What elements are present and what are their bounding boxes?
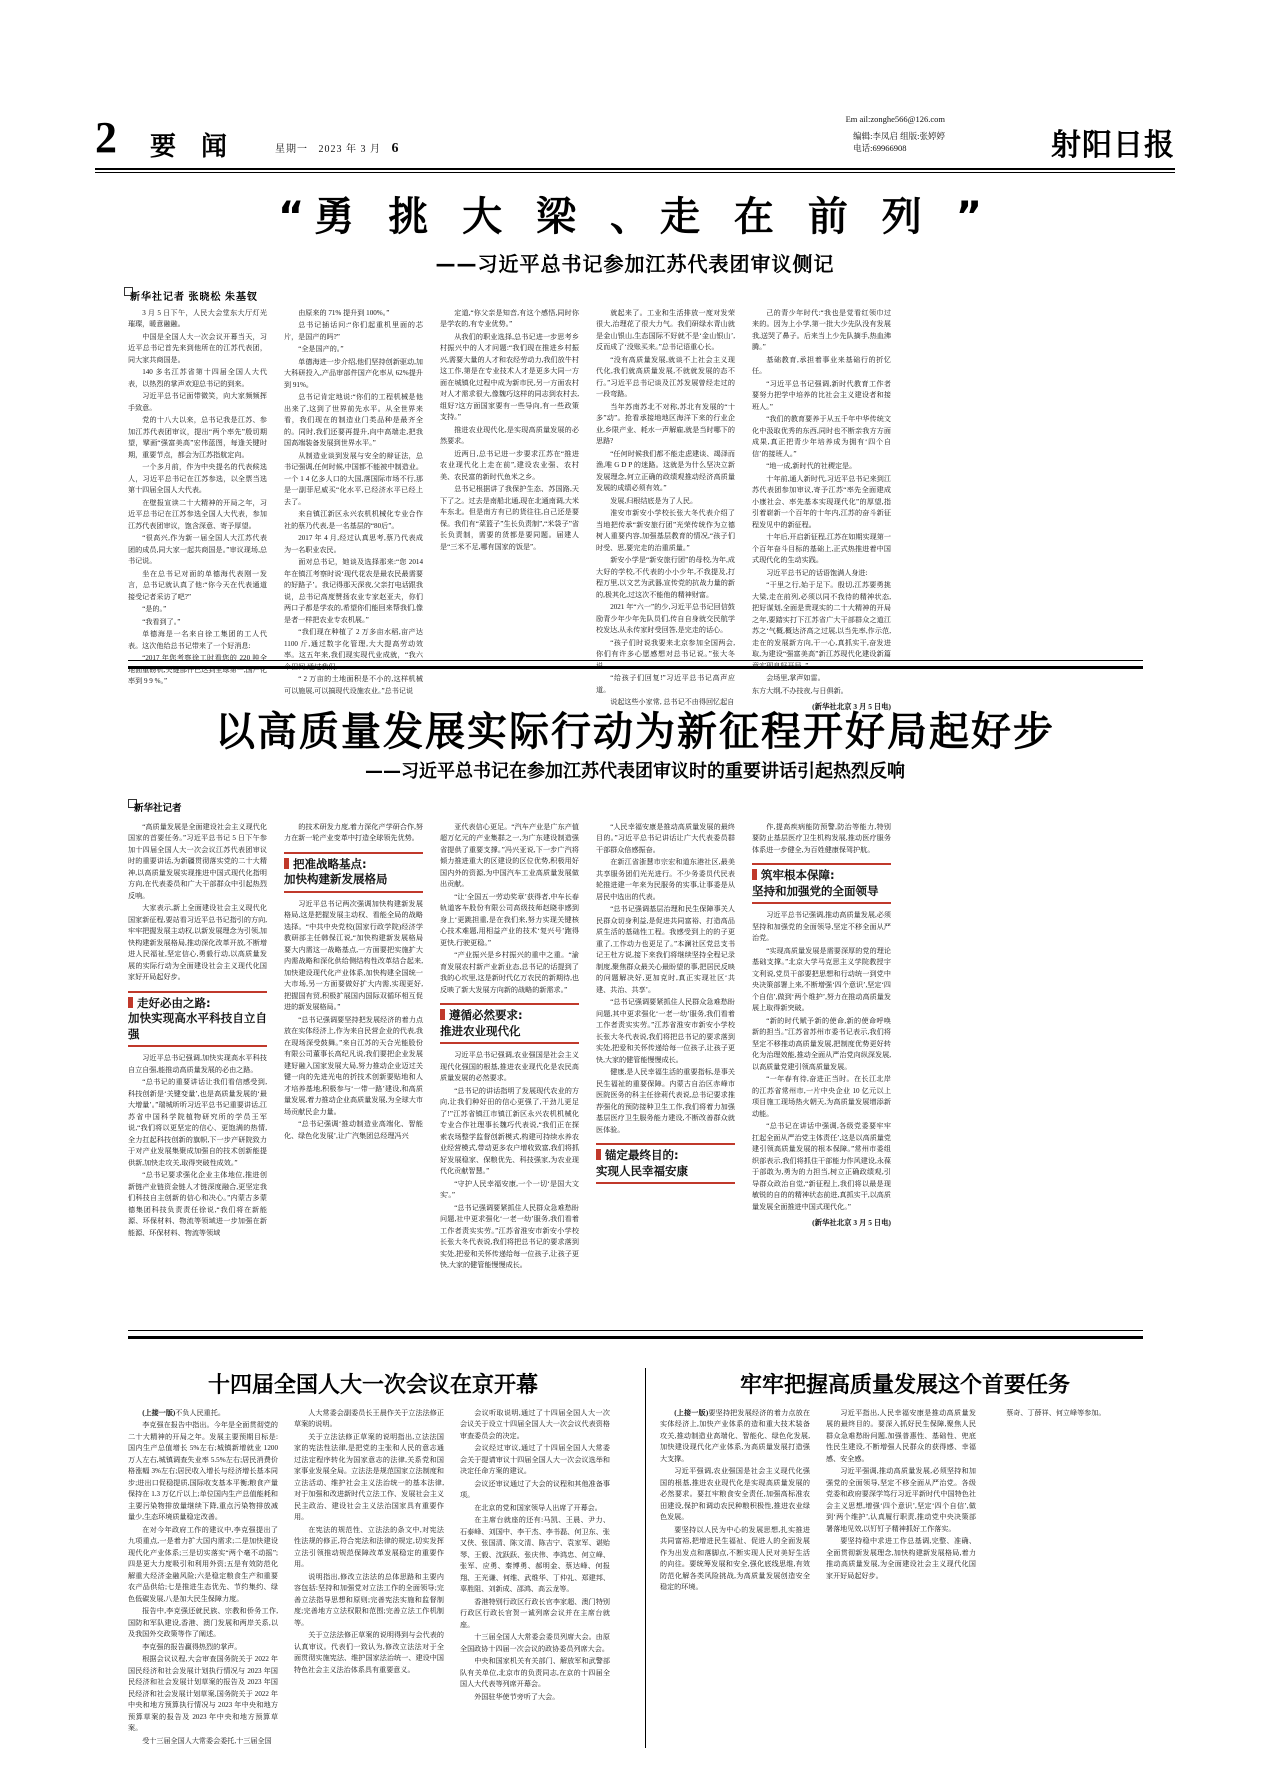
paragraph: “一年春有待,奋进正当时。在长江北岸的江苏省常州市,一片中央企业 10 亿元以上项目施工现场热火朝天,为高质量发展增添新动能。 xyxy=(752,1075,891,1118)
paragraph: 亚代表信心更足。“汽车产业是广东产值超万亿元的产业集群之一,为广东建设制造强省提供了重要支撑。”冯兴亚说,下一步广汽将倾力推进重大的区建设的区位优势,积极用好国内外的资源,为中国汽车工业高质量发展做出贡献。 xyxy=(440,823,579,889)
subhead-line: 锚定最终目的: xyxy=(596,1148,735,1164)
subhead-text xyxy=(440,1008,579,1039)
weekday: 星期一 xyxy=(275,144,308,155)
paragraph: “总书记的讲话指明了发展现代农业的方向,让我们种好田的信心更强了,干劲儿更足了!”江苏省镇江市镇江新区永兴农机机械化专业合作社理事长魏巧代表说,“我们正在探索农场整学监督创新模式,构建可持续水养农业经营模式,带动更多农户增收致富,我们将抓好发展稳家、保粮优先、科技强家,为农业现代化贡献智慧。” xyxy=(440,1086,579,1176)
article4-headline: 牢牢把握高质量发展这个首要任务 xyxy=(739,1373,1070,1398)
text-column xyxy=(128,1408,278,1748)
paragraph: 习近平总书记的话语饱满人身进: xyxy=(766,568,868,577)
masthead xyxy=(95,113,1175,174)
paragraph: 关于立法法修正草案的说明得到与会代表的认真审议。代表们一致认为,修改立法法对于全面贯彻实施宪法、维护国家法治统一、建设中国特色社会主义法治体系具有重要意义。 xyxy=(294,1631,444,1674)
paragraph: “我看到了。” xyxy=(142,617,181,626)
divider-vertical xyxy=(645,1368,646,1748)
paragraph: 十年前,通人新时代,习近平总书记来到江苏代表团参加审议,寄予江苏“率先全面建成小康社会、率先基本实现现代化”的厚望,指引着崭新一个百年的十年内,江苏的奋斗新征程发见中的新征程。 xyxy=(752,474,891,529)
article2-subhead: ——习近平总书记在参加江苏代表团审议时的重要讲话引起热烈反响 xyxy=(365,761,905,782)
paragraph: “实现高质量发展是需要深厚的党的理论基础支撑。”北京大学马克思主义学院教授宇文利说,党员干部要把思想和行动统一到党中央决策部署上来,不断增强‘四个意识’,坚定‘四个自信’,做到‘两个维护’,努力在推动高质量发展上取得新突破。 xyxy=(752,946,891,1013)
date-text: 2023 年 3 月 xyxy=(318,144,381,155)
paragraph: 近两日,总书记进一步要求江苏在“推进农业现代化上走在前”,建设农业强、农村美、农民富的新时代鱼米之乡。 xyxy=(440,449,579,481)
paragraph: 要坚持稳中求进工作总基调,完整、准确、全面贯彻新发展理念,加快构建新发展格局,着力推动高质量发展,为全面建设社会主义现代化国家开好局起好步。 xyxy=(826,1537,976,1580)
paragraph: 会场里,掌声如雷。 xyxy=(766,674,825,683)
newspaper-logo: 射阳日报 xyxy=(1051,128,1175,163)
paragraph: 李克强的报告赢得热烈的掌声。 xyxy=(142,1642,242,1651)
subhead-rule-bottom xyxy=(128,1045,267,1047)
section-subhead xyxy=(284,852,423,893)
red-marker-icon xyxy=(128,997,133,1008)
day-number: 6 xyxy=(391,141,400,156)
red-marker-icon xyxy=(596,1149,601,1160)
paragraph: 的技术研发力度,着力深化产学研合作,努力在新一轮产业变革中打造全球领先优势。 xyxy=(284,823,423,843)
paragraph: 推进农业现代化,是实现高质量发展的必然要求。 xyxy=(440,425,579,446)
paragraph: “总书记强调要坚持把发展经济的着力点放在实体经济上,作为来自民营企业的代表,我在现场深受鼓舞。”来自江苏的天合光能股份有限公司董事长高纪凡说,我们要把企业发展建好融入国家发展大局,努力推动企业迈过关键一向的先进光电的折技术创新要贴地和人才培养基地,积极参与‘一带一路’建设,和高质量发展,着力推动企业高质量发展,为全球大市场贡献民企力量。 xyxy=(284,1015,423,1116)
paragraph: 己的青少年时代:“我也是觉看红领巾过来的。因为上小学,第一批大少先队没有发展我,送哭了鼻子。后来当上少先队摘手,热血沸腾。” xyxy=(752,309,891,352)
paragraph: 准安市新安小学校长张大冬代表介绍了当地把传承“新安旅行团”光荣传统作为立德树人重要内容,加强基层教育的情况,“孩子们时受、思,要完走的治重质量。” xyxy=(596,509,735,552)
email-text: Em ail:zonghe566@126.com xyxy=(845,114,945,124)
paragraph: 习近平总书记强调,推动高质量发展,必须坚持和加强党的全面领导,坚定不移全面从严治党。 xyxy=(752,911,891,943)
paragraph: 来自镇江新区永兴农机机械化专业合作社的蔡乃代表,是一名基层的“80后”。 xyxy=(284,510,423,530)
divider-3 xyxy=(128,1330,1143,1331)
paragraph: 在对今年政府工作的建议中,李克强提出了九项重点,一是着力扩大国内需求;二是加快建设现代化产业体系;三是切实落实“两个毫不动摇”;四是更大力度吸引和利用外资;五是有效防范化解重大经济金融风险;六是稳定粮食生产和重要农产品供给;七是推进生态优先、节约集约、绿色低碳发展,八是加大民生保障力度。 xyxy=(128,1525,278,1603)
paragraph: 人大常委会副委员长王晨作关于立法法修正草案的说明。 xyxy=(294,1409,444,1429)
paragraph: 单德海是一名来自徐工集团的工人代表。这次他给总书记带来了一个好消息: xyxy=(128,630,267,650)
paragraph: “人民幸福安康是推动高质量发展的最终目的。”习近平总书记讲话让广大代表委员群干部群众倍感振奋。 xyxy=(596,823,735,854)
paragraph: 习近平总书记两次强调加快构建新发展格局,这是把握发展主动权、看能全局的战略选择。“中共中央党校(国家行政学院)经济学教研部主任韩保江说,“加快构建新发展格局要大内需这一战略基点,一方面要把实施扩大内需战略和深化供给侧结构性改革结合起来,加快建设现代化产业体系,加快构建全国统一大市场,另一方面要做好扩大内需,实现更好,把握国有贸,积极扩展国内国际双循环相互促进的新发展格局。” xyxy=(284,900,423,1012)
subhead-line: 把准战略基点: xyxy=(284,857,423,873)
editor-info xyxy=(853,130,945,155)
paragraph: 会议经过审议,通过了十四届全国人大常委会关于提请审议十四届全国人大一次会议选举和决定任命方案的建议。 xyxy=(460,1444,610,1476)
red-marker-icon xyxy=(752,869,757,880)
continued-label: (上接一版) xyxy=(142,1409,176,1417)
paragraph: 从制造业谈到发展与安全的辩证法，总书记强调,任何时候,中国都不能被中制造业。一个 1 4 亿多人口的大国,落国际市场不行,那是一副菲尼威买“化水平,已经济水平已经上去了。 xyxy=(284,451,423,506)
article2-columns xyxy=(128,822,1143,1273)
paragraph: 中央和国家机关有关部门、解放军和武警部队有关单位,北京市的负责同志,在京的十四届全国人大代表等列席开幕会。 xyxy=(460,1657,610,1689)
paragraph: 新安小学是“新安旅行团”的母校,为年,成大好的学校,不代表的小小少年,不我提及,打程万里,以文艺为武器,宣传党的抗战力量的新的,极其化,过这次不能他的精神财富。 xyxy=(596,556,735,599)
article1-headline: “勇 挑 大 梁 、走 在 前 列 ” xyxy=(278,194,992,240)
paragraph: 在北京的党和国家领导人出席了开幕会。 xyxy=(474,1503,602,1512)
text-column xyxy=(660,1408,810,1595)
text-column xyxy=(128,308,267,713)
paragraph: 发展,归根结底是为了人民。 xyxy=(610,496,698,505)
paragraph: “孩子们时说我要来北京参加全国两会,你们有许多心愿感想对总书记说。”张大冬说。 xyxy=(596,638,735,670)
text-column xyxy=(284,308,423,713)
article1-columns xyxy=(128,308,1143,713)
subhead-text xyxy=(752,868,891,899)
paragraph: “地一成,新时代的社稷定是。 xyxy=(766,462,857,471)
subhead-rule-bottom xyxy=(284,891,423,893)
paragraph: “全是国产的。” xyxy=(298,345,344,354)
paragraph: 2017 年 4 月,经过认真思考,蔡乃代表成为一名职业农民。 xyxy=(284,534,423,554)
section-subhead xyxy=(128,991,267,1048)
subhead-rule-top xyxy=(128,991,267,993)
paragraph: “ 2 万亩的土地面积是不小的,这样机械可以施展,可以搞现代设施农业。”总书记说 xyxy=(284,675,423,695)
paragraph: “总书记强调要紧抓住人民群众急难愁盼问题,社中更求强化‘一老一幼’服务,我们看着工作者责实实劳。”江苏省淮安市新安小学校长张大冬代表说,我们将把总书记的要求落到实处,把爱和关怀传递给每一位孩子,让孩子更快,大家的健管能慢慢成长。 xyxy=(440,1203,579,1270)
paragraph: 习近平总书记面带微笑，向大家频频挥手致意。 xyxy=(128,392,267,412)
subhead-rule-top xyxy=(752,863,891,865)
red-marker-icon xyxy=(440,1009,445,1020)
paragraph: 李克强在报告中指出。今年是全面贯彻党的二十大精神的开局之年。发展主要预期目标是:国内生产总值增长 5%左右;城镇新增就业 1200 万人左右,城镇调查失业率 5.5%左右;居民消费价格涨幅 3%左右;居民收入增长与经济增长基本同步;进出口促稳提质,国际收支基本平衡;粮食产量保持在 1.3 万亿斤以上;单位国内生产总值能耗和主要污染物排放量继续下降,重点污染物排放减量少,生态环境质量稳定改善。 xyxy=(128,1421,278,1522)
text-column xyxy=(752,822,891,1273)
paragraph: 习近平总书记强调,农业强国是社会主义现代化强国的根基,推进农业现代化是农民高质量发展的必然要求。 xyxy=(440,1051,579,1083)
paragraph: “总书记的重要讲话让我们看信感受到,科技创新是‘关键变量’,也是高质量发展的‘最大增量’。”瑞城昕昕习近平总书记重要讲话,江苏省中国科学院植物研究所的学员王军说,“我们将以更坚定的信心、更饱满的热情,全力扛起科技创新的旗帜,下一步产研院致力于对产业发展集聚成加强自的技术创新能提供新,加快走攻关,取得突破性成效。” xyxy=(128,1078,267,1167)
paragraph: 3 月 5 日下午，人民大会堂东大厅灯光璀璨，暖意融融。 xyxy=(128,309,267,329)
article2-dateline: (新华社北京 3 月 5 日电) xyxy=(812,1218,891,1228)
subhead-line: 加快构建新发展格局 xyxy=(284,872,388,887)
paragraph: 基础教育,承担着事业来基础行的折忆任。 xyxy=(752,355,891,376)
paragraph: 习近平总书记强调,加快实现高水平科技自立自强,能推动高质量发展的必由之路。 xyxy=(128,1054,267,1074)
paragraph: (上接一版)要坚持把发展经济的着力点放在实体经济上,加快产业体系的造和重大技术装备攻关,推动制造业高端化、智能化、绿色化发展,加快建设现代化产业体系,为高质量发展打造强大支撑。 xyxy=(660,1409,810,1463)
paragraph: 坐在总书记对面的单德海代表刚一发言，总书记就认真了他:“你今天在代表通道接受记者采访了吧?” xyxy=(128,569,267,601)
paragraph: “产业振兴是乡村振兴的重中之重。“渝育发展农村新产业新业态,总书记的话提到了我的心坎里,这是新时代亿万农民的新期待,也反映了新大发展方向新的战略的新需求。” xyxy=(440,951,579,994)
paragraph: “没有高质量发展,就谈不上社会主义现代化,我们就高质量发展,不就就发展的态不行。”习近平总书记谈及江苏发展曾经走过的一段弯路。 xyxy=(596,355,735,399)
paragraph: 会议还审议通过了大会的议程和其他准备事项。 xyxy=(460,1479,610,1500)
subhead-line: 推进农业现代化 xyxy=(440,1023,521,1038)
subhead-rule-bottom xyxy=(596,1182,735,1184)
paragraph: 在壁报宣读二十大精神的开局之年，习近平总书记在江苏参选全国人大代表，参加江苏代表团审议，饱含深意、寄予厚望。 xyxy=(128,498,267,530)
text-column xyxy=(294,1408,444,1748)
paragraph: “2017 年您考察徐工时看您的 220 吨全地面重磅机,关键部件已达到全球第一,国产化率到 9 9 %。” xyxy=(128,654,267,686)
text-column xyxy=(752,308,891,713)
editor-line-2: 电话:69966908 xyxy=(853,143,907,154)
paragraph: “让‘全国五一劳动奖章’获得者,中车长春轨道客车股份有限公司高级技师赵晓非感到身上‘更跳担重,是在我们来,努力实现关键核心技术难题,用相益产业的技术‘复兴号’跑得更快,行驶更稳。” xyxy=(440,892,579,947)
subhead-line: 筑牢根本保障: xyxy=(752,868,891,884)
editor-line-1: 编辑:李凤启 组版:张婷婷 xyxy=(853,131,945,141)
article4-columns xyxy=(660,1408,1152,1595)
article1-footer-note: 东方大纲,不办技夜,与日俱新。 xyxy=(752,686,848,695)
subhead-line: 走好必由之路: xyxy=(128,996,267,1012)
paragraph: “守护人民幸福安康,一个一切‘是国大文实'。” xyxy=(440,1179,579,1200)
article1-subhead: ——习近平总书记参加江苏代表团审议侧记 xyxy=(435,252,835,276)
paragraph: “总书记强调‘推动制造业高端化、智能化、绿色化发展’,让广汽集团总经理冯兴 xyxy=(284,1120,423,1140)
subhead-line: 坚持和加强党的全面领导 xyxy=(752,883,879,898)
paragraph: 中国是全国人大一次会议开幕当天，习近平总书记首先来到他所在的江苏代表团，同大家共商国是。 xyxy=(128,332,267,364)
paragraph: 总书记肯定地说:“你们的工程机械是他出来了,这到了世界前先水平。从全世界来看，我们现在的制造业门类品种是最齐全的。同时,我们还要再提升,向中高端走,把我国高端装备发展到世界水平。” xyxy=(284,393,423,448)
article3-headline: 十四届全国人大一次会议在京开幕 xyxy=(207,1373,538,1398)
subhead-rule-bottom xyxy=(440,1042,579,1044)
divider-1 xyxy=(128,660,1143,661)
subhead-text xyxy=(284,857,423,888)
article2-byline: 新华社记者 xyxy=(134,804,182,814)
section-title: 要 闻 xyxy=(150,132,236,162)
paragraph: 在新江省浙慧市宗宏和道东港社区,最美共享服务团们光光进行。不少务委员代民表轮推进建一年来为民服务的实事,让事委是从居民中选出的代表。 xyxy=(596,858,735,901)
paragraph: 习近平强调,农业强国是社会主义现代化强国的根基,推进农业现代化是实现高质量发展的必然要求。要扛牢粮食安全责任,加强高标准农田建设,保护和调动农民种粮积极性,推进农业绿色发展。 xyxy=(660,1467,810,1522)
paragraph: 由原来的 71% 提升到 100%。” xyxy=(298,309,390,317)
section-subhead xyxy=(440,1003,579,1044)
article2-headline: 以高质量发展实际行动为新征程开好局起好步 xyxy=(215,709,1055,755)
paragraph: 就起来了。工业和生活排放一度对发荣很大,治理花了很大力气。我们研绿水青山就是金山银山,生态国际不好就不是‘金山银山’,反而成了‘没账买来。”总书记语重心长。 xyxy=(596,309,735,352)
paragraph: “总书记要求强化企业主体地位,推进创新链产业链资金链人才链深度融合,更坚定我们科技自主创新的信心和决心。”内蒙古多蒙德集团科技负责责任徐说,“我们将在新能源、环保材料、物流等领域进一步加强在新能源、环保材料、物流等领域 xyxy=(128,1171,267,1237)
paragraph: 外国驻华使节旁听了大会。 xyxy=(474,1692,560,1701)
text-column xyxy=(992,1408,1142,1595)
subhead-line: 实现人民幸福安康 xyxy=(596,1163,688,1178)
paragraph: 党的十八大以来，总书记我是江苏、参加江苏代表团审议，提出“两个率先”殷切期望，擘画“强富美高”宏伟蓝图，每逢关键时期，重要节点，都会为江苏指航定向。 xyxy=(128,416,267,459)
continued-label: (上接一版) xyxy=(674,1409,709,1417)
subhead-line: 遵循必然要求: xyxy=(440,1008,579,1024)
text-column xyxy=(284,822,423,1273)
article3-columns xyxy=(128,1408,620,1748)
paragraph: 受十三届全国人大常委会委托,十三届全国 xyxy=(142,1736,272,1745)
paragraph: 面对总书记，她谈及选择那来:“您 2014 年在镇江考察时说‘现代花农是最农民最需要的好路子’。我记得那天深夜,父亲打电话跟我说，总书记高度赞扬农业专家赵亚夫，你们两口子都是学农的,希望你们能回来帮我们,像是者一样把农业专农机展。” xyxy=(284,558,423,624)
subhead-text xyxy=(596,1148,735,1179)
paragraph: 作,提高疾病能防预警,防治等能力,特别要防止基层医疗卫生机构发展,推动医疗服务体系进一步健全,为百姓健康保驾护航。 xyxy=(752,823,891,854)
section-subhead xyxy=(596,1143,735,1184)
article1-byline: 新华社记者 张晓松 朱基钗 xyxy=(130,292,258,303)
text-column xyxy=(826,1408,976,1595)
paragraph: 会议听取说明,通过了十四届全国人大一次会议关于设立十四届全国人大一次会议代表资格审查委员会的决定。 xyxy=(460,1409,610,1440)
paragraph: 在宪法的规范性、立法法的条文中,对宪法性法规的修正,符合宪法和法律的规定,切实发挥立法引领推动规范保障改革发展稳定的重要作用。 xyxy=(294,1525,444,1569)
subhead-rule-bottom xyxy=(752,902,891,904)
paragraph: “高质量发展是全面建设社会主义现代化国家的首要任务。”习近平总书记 5 日下午参加十四届全国人大一次会议江苏代表团审议时的重要讲话,为新疆贯彻落实党的二十大精神,以高质量发展实现推进中国式现代化指明方向,在代表委员和广大干部群众中引起热烈反响。 xyxy=(128,823,267,900)
paragraph: 140 多名江苏省第十四届全国人大代表，以热烈的掌声欢迎总书记的到来。 xyxy=(128,368,267,388)
paragraph: 大家表示,新上全面建设社会主义现代化国家新征程,要站看习近平总书记指引的方向,牢牢把握发展主动权,以新发展理念为引领,加快构建新发展格局,推动深化改革开放,不断增进人民福祉,坚定信心,勇毅行动,以高质量发展的实际行动为全面建设社会主义现代化国家好开局起好步。 xyxy=(128,904,267,982)
paragraph: 说起这些小家常, 总书记不由得回忆起自 xyxy=(610,697,735,706)
paragraph: 总书记插话问:“你们起重机里面的芯片，是国产的吗?” xyxy=(284,321,423,341)
paragraph: 十年后,开启新征程,江苏在如期实现第一个百年奋斗目标的基础上,正式热推进着中国式现代化的生动实践。 xyxy=(752,533,891,565)
paragraph: “习近平总书记强调,新时代教育工作者要努力把学中培养的比社会主义建设者和接班人。” xyxy=(752,379,891,411)
article1-dateline: (新华社北京 3 月 5 日电) xyxy=(812,701,891,711)
paragraph: 2021 年“六一”的少,习近平总书记回信鼓励青少年少年先队员们,传自自身就交民航学校发达,从永传家时受回答,是完走的话心。 xyxy=(596,603,735,635)
paragraph: 香港特别行政区行政长官李家超、澳门特别行政区行政长官贺一诚列席会议并在主席台就座。 xyxy=(460,1597,610,1629)
text-column xyxy=(440,308,579,713)
issue-date xyxy=(275,140,400,157)
subhead-rule-top xyxy=(440,1003,579,1005)
paragraph: “我们现在种植了 2 万多亩水稻,亩产达 1100 斤,通过数字化管理,大大提高劳动效率。这五年来,我们现实现代业成就，“我六个田间,通过我们, xyxy=(284,628,423,671)
red-marker-icon xyxy=(284,858,289,869)
paragraph: 报告中,李克强还就民族、宗教和侨务工作,国防和军队建设,香港、澳门发展和两岸关系,以及我国外交政策等作了阐述。 xyxy=(128,1607,278,1639)
paragraph: “是的。” xyxy=(142,605,167,614)
paragraph: “我们的教育要养于从五千年中华传统文化中汲取优秀的东西,同时也不断亲我方方面成果,真正把青少年培养成为拥有‘四个自信’的接班人。” xyxy=(752,415,891,458)
divider-2 xyxy=(128,666,1143,669)
paragraph: 单德海进一步介绍,他们坚持创新驱动,加大科研投入,产品审部件国产化率从 62%提升到 91%。 xyxy=(284,357,423,389)
paragraph: 定道,“你父亲是知音,有这个感悟,同时你是学农的,有专业优势。” xyxy=(440,309,579,329)
paragraph: “总书记在讲话中强调,各级党委要牢牢扛起全面从严治党主体责任’,这是以高质量党建引领高质量发展的根本保障。”常州市委组织部表示,我们将抓住干部能力作风建设,永葆于部敢为,勇为的力担当,树立正确政绩观,引导群众政治自觉,“新征程上,我们将以最是现敏锐的自的的精神状态前进,真抓实干,以高质量发展全面推进中国式现代化。” xyxy=(752,1122,891,1211)
paragraph: “很高兴,作为新一届全国人大江苏代表团的成员,同大家一起共商国是。”审议现场,总书记说。 xyxy=(128,534,267,566)
masthead-rule-thick xyxy=(95,168,1175,170)
paragraph: 当年苏南苏北不对称,苏北有发展的“十多”动”。抢看承接地地区海洋下来的行业企业,乡限产业、耗水一声解雇,就是当时哪下的思路? xyxy=(596,402,735,446)
subhead-rule-top xyxy=(284,852,423,854)
paragraph: 一个多月前，作为中央提名的代表候选人，习近平总书记在江苏参选，以全票当选第十四届全国人大代表。 xyxy=(128,463,267,495)
paragraph: 习近平指出,人民幸福安康是推动高质量发展的最终目的。要深入抓好民生保障,聚焦人民群众急难愁盼问题,加强普惠性、基础性、兜底性民生建设,不断增强人民群众的获得感、幸福感、安全感。 xyxy=(826,1409,976,1463)
text-column xyxy=(440,822,579,1273)
paragraph: 要坚持以人民为中心的发展思想,扎实推进共同富裕,把增进民生福祉、促进人的全面发展作为出发点和落脚点,不断实现人民对美好生活的向往。要统筹发展和安全,强化底线思维,有效防范化解各类风险挑战,为高质量发展创造安全稳定的环境。 xyxy=(660,1525,810,1592)
subhead-line: 加快实现高水平科技自立自强 xyxy=(128,1011,267,1041)
paragraph: 在主席台就座的还有:马凯、王晨、尹力、石泰峰、刘国中、李干杰、李书磊、何卫东、张又侠、张国清、陈文清、陈吉宁、袁家军、谌贻琴、王毅、沈跃跃、张庆伟、李鸿忠、何立峰、张军、应勇、秦博勇、郝明金、蔡达峰、何报翔、王光谦、何维、武维华、丁仲礼、郑建邦、辜胜阻、刘新成、邵鸿、高云龙等。 xyxy=(460,1516,610,1594)
paragraph: 从我们的职业选择,总书记进一步思考乡村振兴中的人才问题:“我们现在推进乡村振兴,需要大量的人才和农经劳动力,我们放牛村这工作,第是在专业技术人才是更多大同一方面在城镇化过程中成为新市民,另一方面农村对人才需求很大,像魏巧这样的同志到农村去,组好?这方面国家要有一些导向,有一些政策支持。” xyxy=(440,332,579,422)
subhead-text xyxy=(128,996,267,1043)
paragraph: “给孩子们回复!”习近平总书记高声应道。 xyxy=(596,674,735,694)
subhead-rule-top xyxy=(596,1143,735,1145)
paragraph: 健康,是人民幸福生活的重要指标,是事关民生福祉的重要保障。内蒙古自治区赤峰市医院医务的科主任徐莉代表说,总书记要求推荐强化的预防接种卫生工作,我们将着力加强基层医疗卫生服务能力建设,不断改善群众就医体验。 xyxy=(596,1068,735,1134)
paragraph: “总书记强调基层治理和民生保障事关人民群众切身利益,是促进共同富裕、打造高品质生活的基础性工程。我感受到上的的子更重了,工作动力也更足了。”本澜社区党总支书记王杜方说,接下来我们将继续坚持全程记录制度,聚焦群众最关心最盼望的事,把居民反映的问题解决好,更加克时,真正实现社区‘共建、共治、共享’。 xyxy=(596,905,735,994)
paragraph: “新的时代赋予新的使命,新的使命呼唤新的担当。”江苏省苏州市委书记表示,我们将坚定不移推动高质量发展,把制度优势更好转化为治理效能,推动全面从严治党向纵深发展,以高质量党建引领高质量发展。 xyxy=(752,1016,891,1071)
paragraph: 习近平强调,推动高质量发展,必须坚持和加强党的全面领导,坚定不移全面从严治党。各级党委和政府要深学笃行习近平新时代中国特色社会主义思想,增强‘四个意识’,坚定‘四个自信’,做到‘两个维护’,认真履行职责,推动党中央决策部署落地见效,以钉钉子精神抓好工作落实。 xyxy=(826,1467,976,1533)
paragraph: 十三届全国人大常委会委员列席大会。由原全国政协十四届一次会议的政协委员列席大会。 xyxy=(460,1633,610,1653)
paragraph: 蔡奇、丁薛祥、何立峰等参加。 xyxy=(1006,1409,1106,1417)
paragraph: “任何时候我们都不能走虑建谈、竭泽而渔,唯 G D P 的迷路。这就是为什么坚决立新发展理念,何立正确的政绩观推动经济高质量发展的成绩必须有效。” xyxy=(596,449,735,493)
divider-4 xyxy=(128,1336,1143,1339)
section-subhead xyxy=(752,863,891,904)
paragraph: “干里之行,始于足下。殷切,江苏要勇挑大梁,走在前列,必须以同不我待的精神状态,把好谋划,全面是贵现实的二十大精神的开局之年,要踏实打下江苏省广大干部群众之道江苏之‘气概,概达济高之过展,以当先率,作示范,走在的发展新方向,干一心,真抓实干,奋发进取,为建设“强富美高”新江苏现代化建设新篇章实现良好开局。” xyxy=(752,581,891,670)
text-column xyxy=(128,822,267,1273)
paragraph: 根据会议议程,大会审查国务院关于 2022 年国民经济和社会发展计划执行情况与 2023 年国民经济和社会发展计划草案的报告及 2023 年国民经济和社会发展计划草案,国务院关于 2022 年中央和地方预算执行情况与 2023 年中央和地方预算草案的报告及 2023 年中央和地方预算草案。 xyxy=(128,1655,278,1733)
paragraph: 总书记根据讲了我保护生态、苏国路,天下了之。过去是南船北通,现在北通南调,大米车东北。但是南方有已的货往往,自己还是要保。我们有“菜篮子”生长负责制”,“米袋子”省长负责制，需要的货都是要同题。届建人是“三米不足,哪有国家的饭是”。 xyxy=(440,485,579,551)
masthead-rule-thin xyxy=(95,172,1175,173)
text-column xyxy=(460,1408,610,1748)
paragraph: (上接一版)不负人民重托。 xyxy=(142,1409,225,1417)
text-column xyxy=(596,308,735,713)
paragraph: “总书记强调要紧抓住人民群众急难愁盼问题,其中更求强化‘一老一幼’服务,我们看着工作者责实实劳。”江苏省淮安市新安小学校长张大冬代表说,我们将把总书记的要求落到实处,把爱和关怀传递给每一位孩子,让孩子更快,大家的健管能慢慢成长。 xyxy=(596,998,735,1064)
page-number: 2 xyxy=(95,113,117,162)
paragraph: 关于立法法修正草案的说明指出,立法法国家的宪法性法律,是把党的主张和人民的意志通过法定程序转化为国家意志的法律,关系党和国家事业发展全局。立法法是规范国家立法制度和立法活动、维护社会主义法治统一的基本法律,对于加强和改进新时代立法工作、发展社会主义民主政治、建设社会主义法治国家具有重要作用。 xyxy=(294,1432,444,1522)
paragraph: 说明指出,修改立法法的总体思路和主要内容包括:坚持和加强党对立法工作的全面领导;完善立法指导思想和原则;完善宪法实施和监督制度;完善地方立法权限和范围;完善立法工作机制等。 xyxy=(294,1572,444,1627)
text-column xyxy=(596,822,735,1273)
